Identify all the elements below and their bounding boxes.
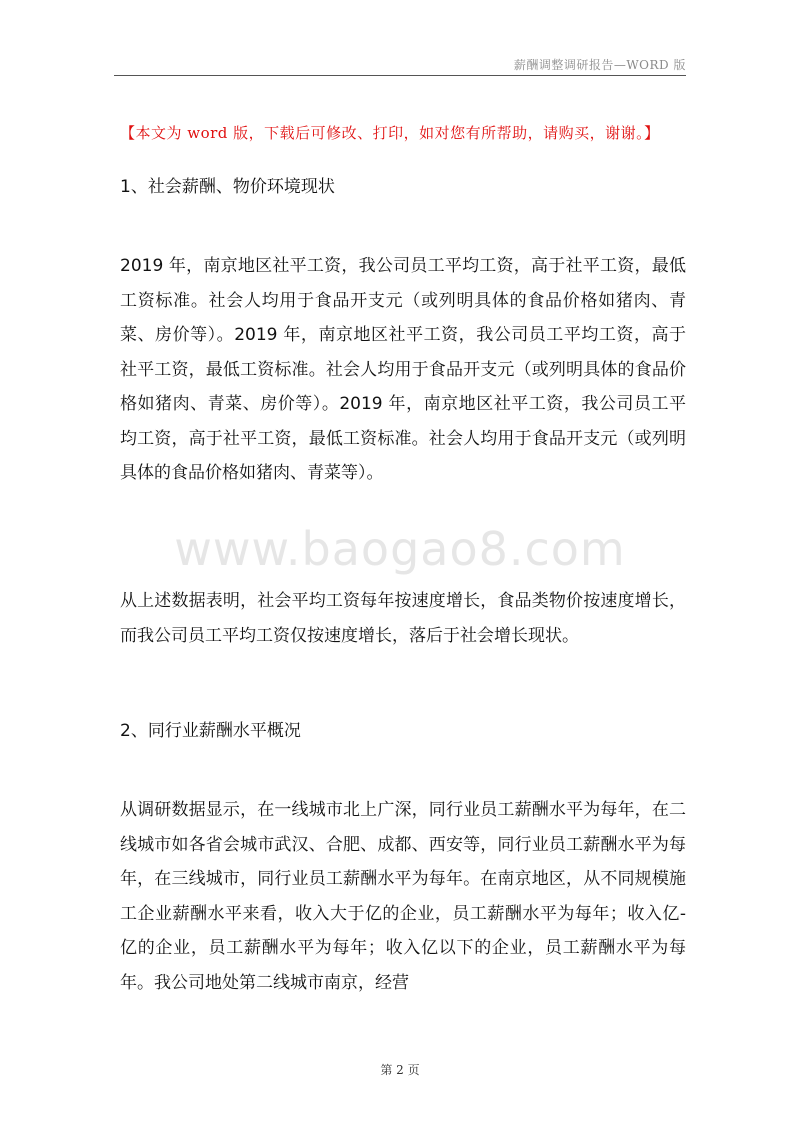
section-1-paragraph-2: 从上述数据表明，社会平均工资每年按速度增长，食品类物价按速度增长，而我公司员工平均工资仅按速度增长，落后于社会增长现状。 — [120, 591, 686, 646]
page-number: 第 2 页 — [380, 1063, 420, 1077]
section-2-paragraph-1: 从调研数据显示，在一线城市北上广深，同行业员工薪酬水平为每年，在二线城市如各省会城市武汉、合肥、成都、西安等，同行业员工薪酬水平为每年，在三线城市，同行业员工薪酬水平为每年。在南京地区，从不同规模施工企业薪酬水平来看，收入大于亿的企业，员工薪酬水平为每年；收入亿-亿的企业，员工薪酬水平为每年；收入亿以下的企业，员工薪酬水平为每年。我公司地处第二线城市南京，经营 — [120, 800, 686, 993]
watermark: www.baogao8.com — [174, 522, 626, 576]
purchase-notice: 【本文为 word 版，下载后可修改、打印，如对您有所帮助，请购买，谢谢。】 — [120, 124, 660, 142]
section-1-paragraph-1: 2019 年，南京地区社平工资，我公司员工平均工资，高于社平工资，最低工资标准。社会人均用于食品开支元（或列明具体的食品价格如猪肉、青菜、房价等）。2019 年，南京地区社平工资，我公司员工平均工资，高于社平工资，最低工资标准。社会人均用于食品开支元（或列明具体的食品价格如猪肉、青菜、房价等）。2019 年，南京地区社平工资，我公司员工平均工资，高于社平工资，最低工资标准。社会人均用于食品开支元（或列明具体的食品价格如猪肉、青菜等）。 — [120, 256, 686, 483]
header-divider — [114, 75, 686, 76]
running-header: 薪酬调整调研报告—WORD 版 — [513, 58, 686, 72]
section-2-heading: 2、同行业薪酬水平概况 — [120, 721, 301, 741]
section-1-heading: 1、社会薪酬、物价环境现状 — [120, 177, 335, 197]
